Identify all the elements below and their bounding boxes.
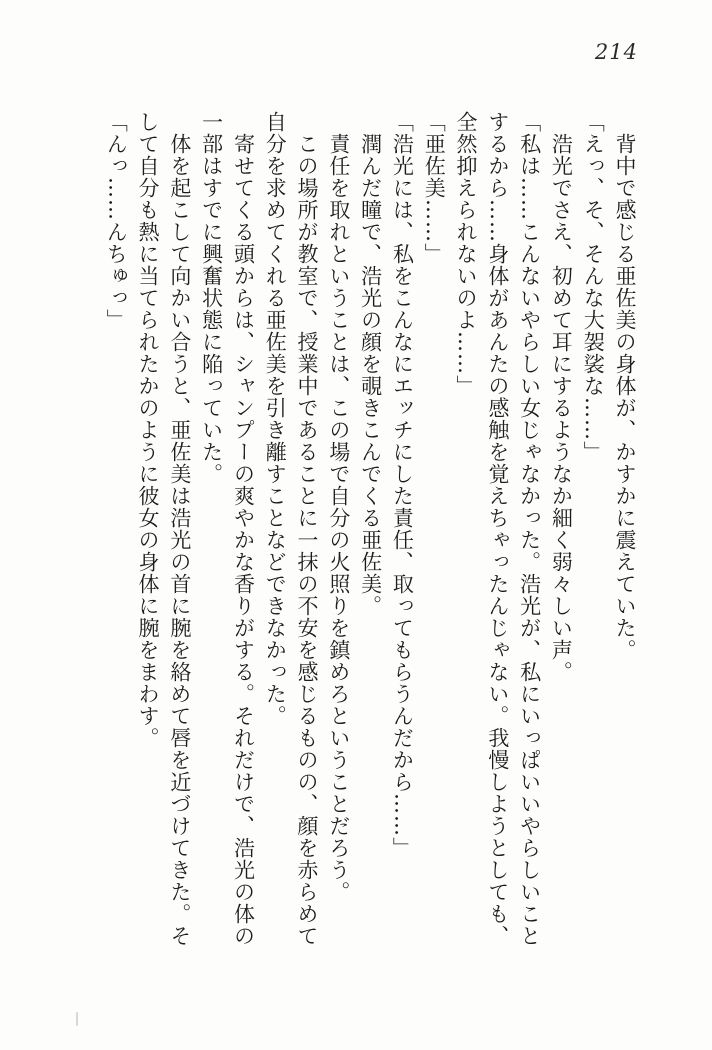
paragraph: 「亜佐美……」 bbox=[422, 111, 447, 265]
page-number: 214 bbox=[594, 40, 638, 64]
paragraph: 体を起こして向かい合うと、亜佐美は浩光の首に腕を絡めて唇を近づけてきた。そして自分も熱に当てられたかのように彼女の身体に腕をまわす。 bbox=[136, 111, 192, 947]
paragraph: 背中で感じる亜佐美の身体が、かすかに震えていた。 bbox=[613, 133, 637, 661]
paragraph: 「えっ、そ、そんな大袈裟な……」 bbox=[581, 111, 606, 463]
paragraph: 浩光でさえ、初めて耳にするようなか細く弱々しい声。 bbox=[549, 133, 574, 683]
paragraph: 「浩光には、私をこんなにエッチにした責任、取ってもらうんだから……」 bbox=[390, 111, 415, 859]
paragraph: 「んっ……んちゅっ」 bbox=[104, 111, 129, 331]
paragraph: 潤んだ瞳で、浩光の顔を覗きこんでくる亜佐美。 bbox=[358, 133, 383, 617]
scan-artifact bbox=[76, 1012, 78, 1026]
paragraph: 「私は……こんないやらしい女じゃなかった。浩光が、私にいっぱいいやらしいことするから……身体があんたの感触を覚えちゃったんじゃない。我慢しようとしても、全然抑えられないのよ……」 bbox=[454, 111, 542, 947]
text-block bbox=[99, 111, 640, 949]
paragraph: 寄せてくる頭からは、シャンプーの爽やかな香りがする。それだけで、浩光の体の一部はすでに興奮状態に陥っていた。 bbox=[199, 111, 256, 947]
paragraph: この場所が教室で、授業中であることに一抹の不安を感じるものの、顔を赤らめて自分を求めてくれる亜佐美を引き離すことなどできなかった。 bbox=[263, 111, 320, 947]
paragraph: 責任を取れということは、この場で自分の火照りを鎮めろということだろう。 bbox=[326, 133, 351, 903]
